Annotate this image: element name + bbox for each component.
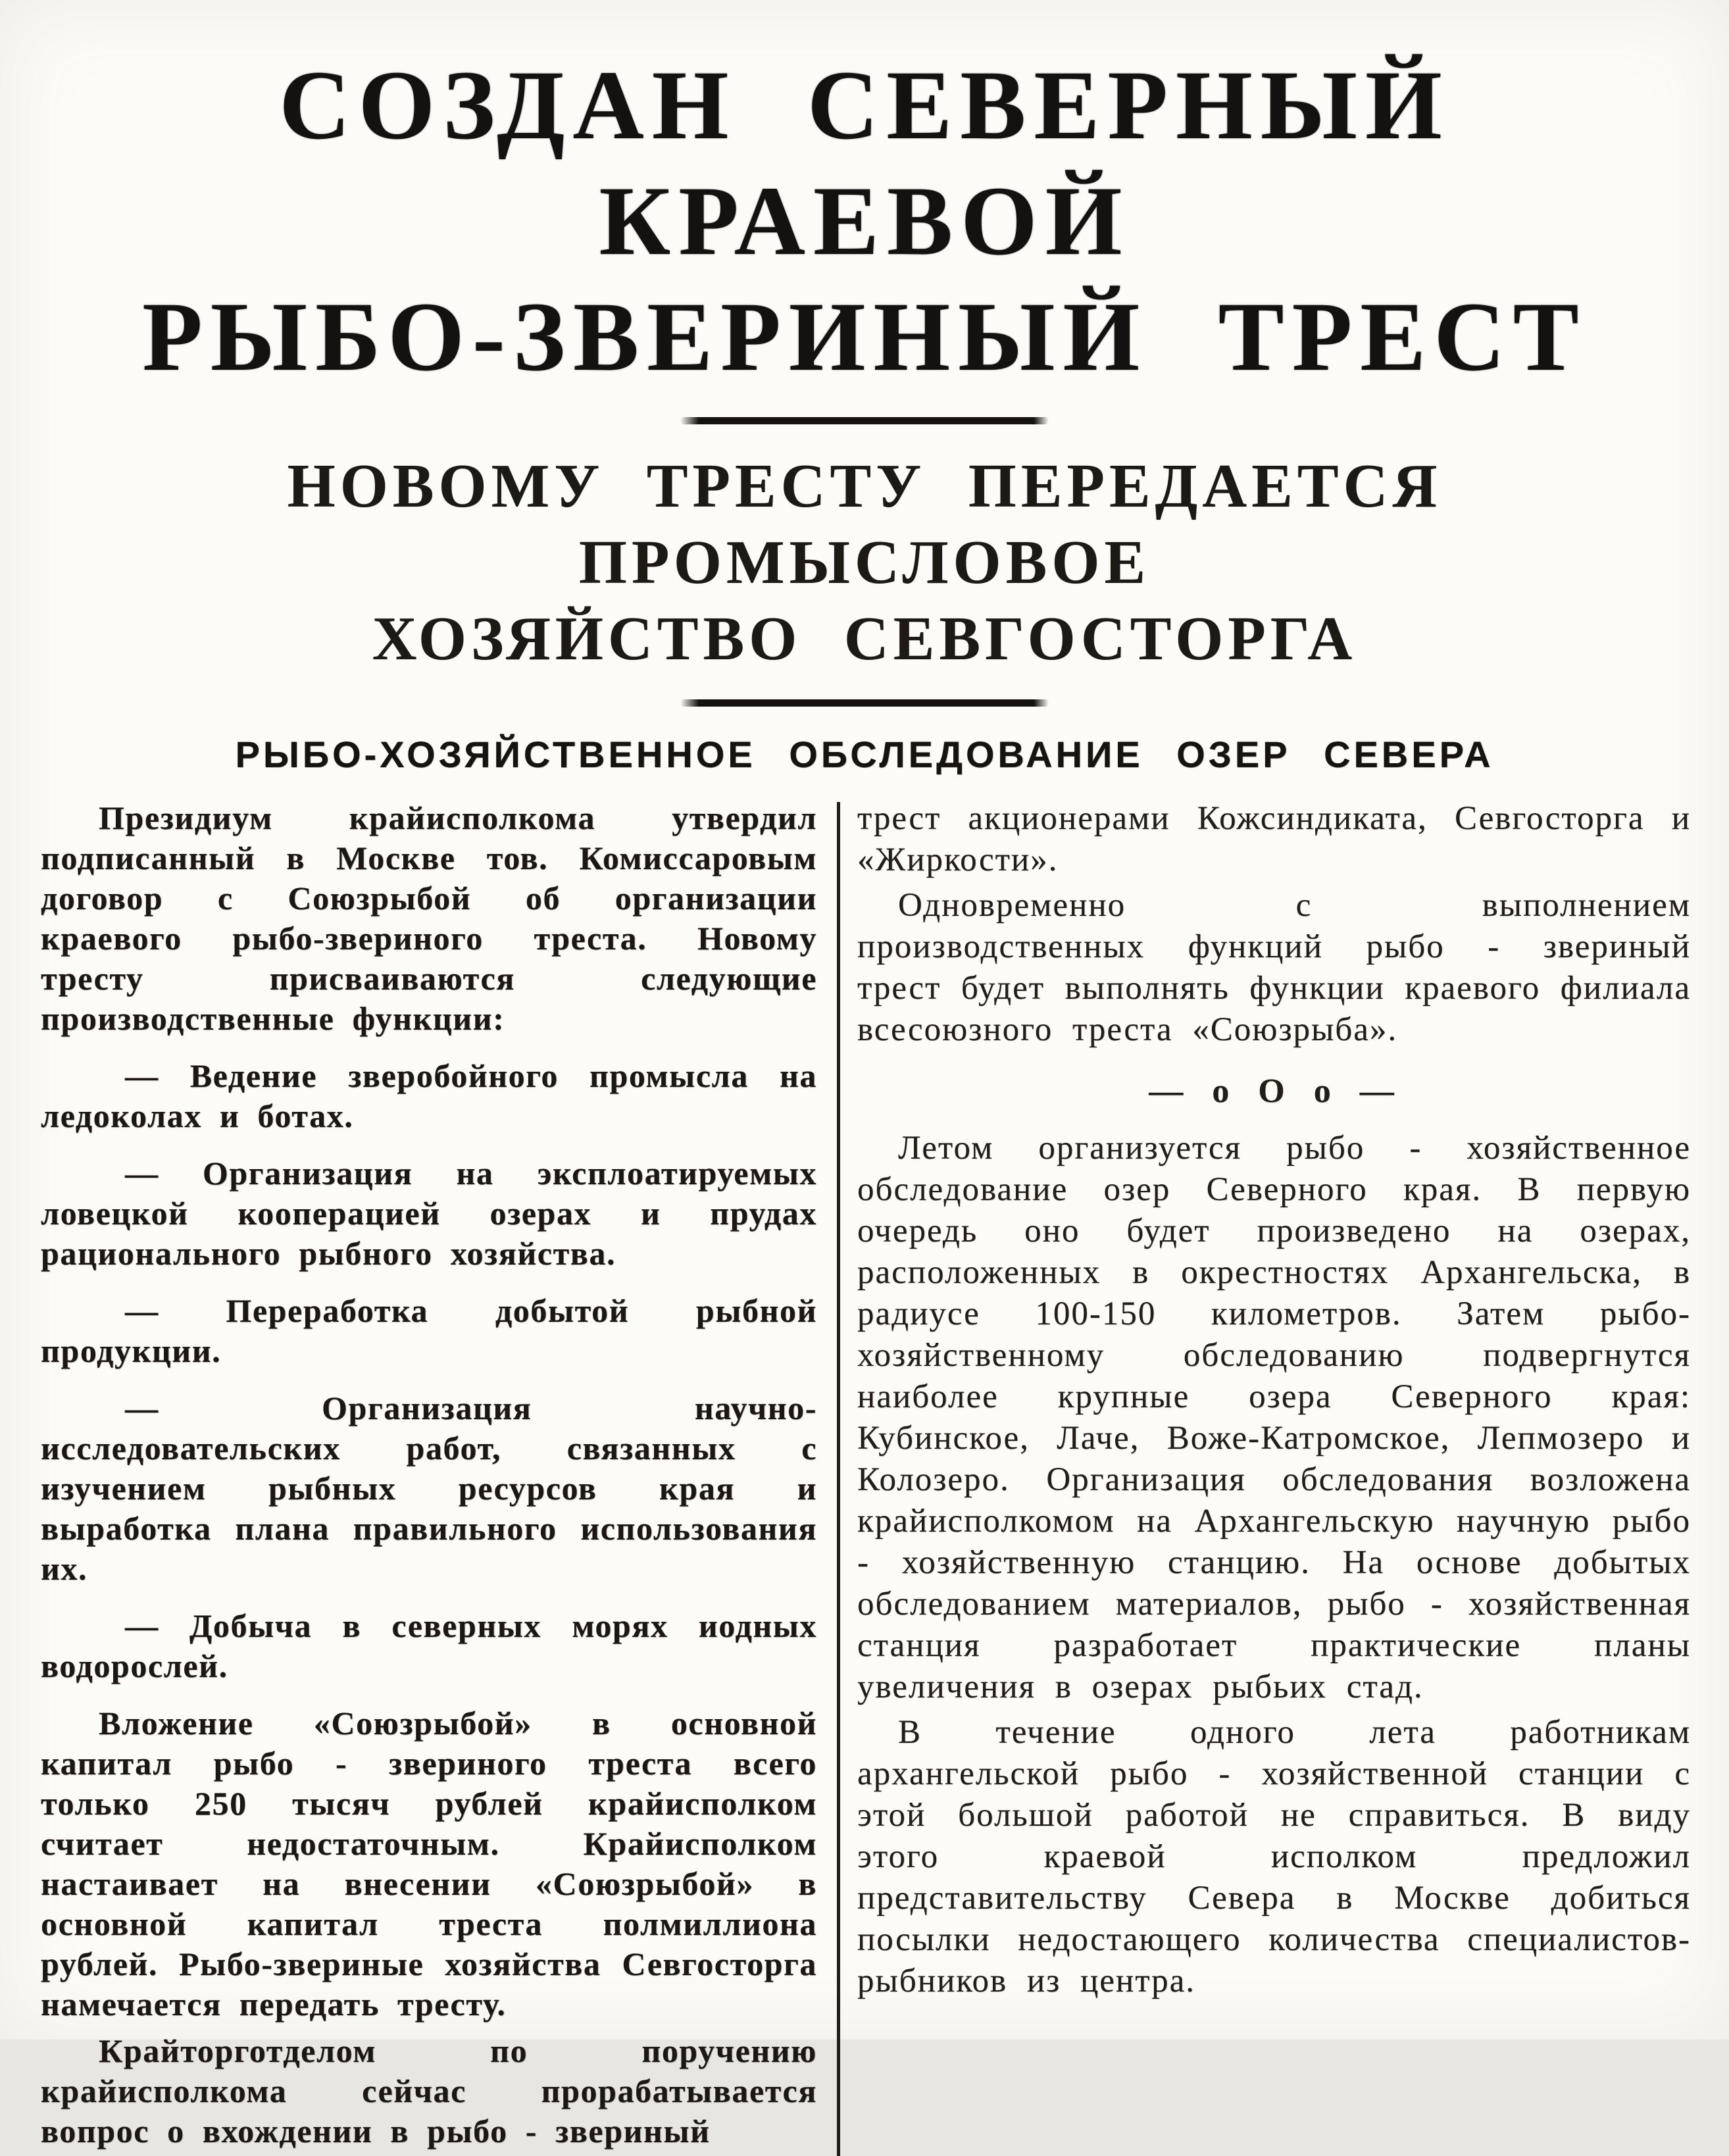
article-header — [0, 0, 1729, 776]
subhead-line-1: НОВОМУ ТРЕСТУ ПЕРЕДАЕТСЯ ПРОМЫСЛОВОЕ — [287, 452, 1442, 597]
paragraph: Вложение «Союзрыбой» в основной капитал рыбо - звериного треста всего только 250 тысяч рублей крайисполком считает недостаточным. Крайисполком настаивает на внесении «Союзрыбой» в основной капитал треста полмиллиона рублей. Рыбо-звериные хозяйства Севгосторга намечается передать тресту. — [41, 1705, 817, 2022]
left-column — [41, 798, 817, 2151]
article-headline — [0, 47, 1729, 395]
paragraph: Летом организуется рыбо - хозяйственное обследование озер Северного края. В первую очередь оно будет произведено на озерах, расположенных в окрестностях Архангельска, в радиусе 100-150 километров. Затем рыбо-хозяйственному обследованию подвергнутся наиболее крупные озера Северного края: Кубинское, Лаче, Воже-Катромское, Лепмозеро и Колозеро. Организация обследования возложена крайисполкомом на Архангельскую научную рыбо - хозяйственную станцию. На основе добытых обследованием материалов, рыбо - хозяйственная станция разработает практические планы увеличения в озерах рыбьих стад. — [857, 1130, 1691, 1705]
list-item: — Организация на эксплоатируемых ловецкой кооперацией озерах и прудах рационального рыбного хозяйства. — [41, 1155, 817, 1272]
headline-line-1: СОЗДАН СЕВЕРНЫЙ КРАЕВОЙ — [279, 51, 1450, 276]
list-item: — Организация научно-исследовательских работ, связанных с изучением рыбных ресурсов края и выработка плана правильного использования их. — [41, 1390, 817, 1587]
subhead-line-2: ХОЗЯЙСТВО СЕВГОСТОРГА — [372, 605, 1357, 673]
paragraph: Президиум крайисполкома утвердил подписанный в Москве тов. Комиссаровым договор с Союзрыбой об организации краевого рыбо-звериного треста. Новому тресту присваиваются следующие производственные функции: — [41, 799, 817, 1037]
subhead-rule — [680, 699, 1049, 707]
paragraph: В течение одного лета работникам архангельской рыбо - хозяйственной станции с этой большой работой не справиться. В виду этого краевой исполком предложил представительству Севера в Москве добиться посылки недостающего количества специалистов-рыбников из центра. — [857, 1714, 1691, 1999]
headline-rule — [680, 417, 1049, 424]
list-item: — Переработка добытой рыбной продукции. — [41, 1292, 817, 1369]
paragraph: Крайторготделом по поручению крайисполкома сейчас прорабатывается вопрос о вхождении в рыбо - звериный — [41, 2032, 817, 2149]
paragraph: трест акционерами Кожсиндиката, Севгосторга и «Жиркости». — [857, 800, 1691, 878]
paragraph: Одновременно с выполнением производственных функций рыбо - звериный трест будет выполнять функции краевого филиала всесоюзного треста «Союзрыба». — [857, 887, 1691, 1048]
list-item: — Добыча в северных морях иодных водорослей. — [41, 1607, 817, 1684]
article-subhead — [0, 448, 1729, 677]
headline-line-2: РЫБО-ЗВЕРИНЫЙ ТРЕСТ — [142, 282, 1587, 391]
ooo-divider: — о О о — — [1149, 1072, 1399, 1110]
section-heading: РЫБО-ХОЗЯЙСТВЕННОЕ ОБСЛЕДОВАНИЕ ОЗЕР СЕВЕРА — [235, 734, 1494, 775]
article-body — [0, 798, 1729, 2156]
column-divider — [837, 802, 840, 2156]
list-item: — Ведение зверобойного промысла на ледоколах и ботах. — [41, 1057, 817, 1134]
right-column — [857, 798, 1691, 2002]
